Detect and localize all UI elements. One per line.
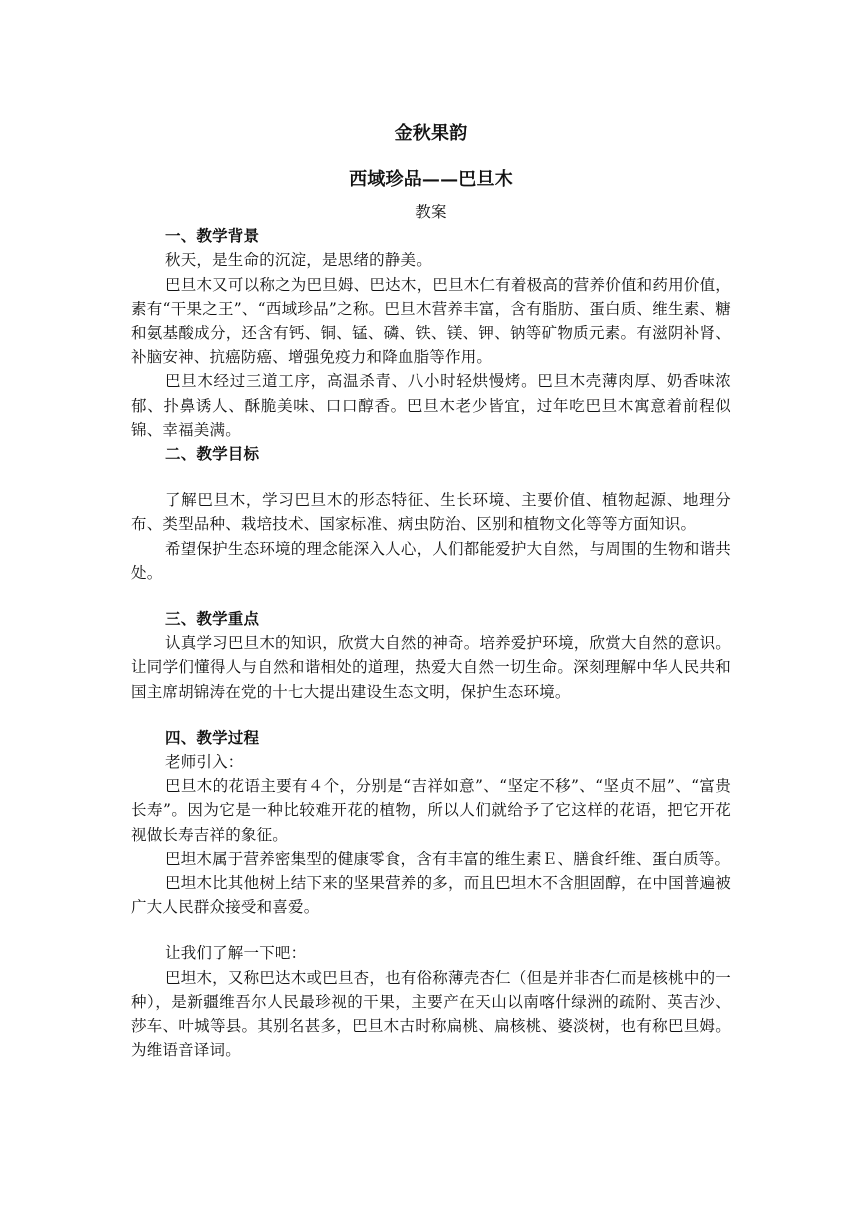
section-heading-goals: 二、教学目标 — [165, 444, 260, 464]
paragraph: 巴旦木经过三道工序，高温杀青、八小时轻烘慢烤。巴旦木壳薄肉厚、奶香味浓郁、扑鼻诱人、酥脆美味、口口醇香。巴旦木老少皆宜，过年吃巴旦木寓意着前程似锦、幸福美满。 — [131, 372, 731, 439]
document-body — [131, 108, 731, 1063]
paragraph: 老师引入： — [165, 753, 244, 772]
paragraph: 巴旦木的花语主要有４个，分别是“吉祥如意”、“坚定不移”、“坚贞不屈”、“富贵长寿”。因为它是一种比较难开花的植物，所以人们就给予了它这样的花语，把它开花视做长寿吉祥的象征。 — [131, 777, 731, 844]
blank-line — [131, 466, 731, 488]
paragraph: 希望保护生态环境的理念能深入人心，人们都能爱护大自然，与周围的生物和谐共处。 — [131, 539, 731, 582]
blank-line — [131, 919, 731, 941]
blank-line — [131, 704, 731, 726]
section-heading-background: 一、教学背景 — [165, 226, 260, 246]
paragraph: 让我们了解一下吧： — [165, 944, 307, 963]
paragraph: 巴坦木，又称巴达木或巴旦杏，也有俗称薄壳杏仁（但是并非杏仁而是核桃中的一种），是新疆维吾尔人民最珍视的干果，主要产在天山以南喀什绿洲的疏附、英吉沙、莎车、叶城等县。其别名甚多，巴旦木古时称扁桃、扁核桃、婆淡树，也有称巴旦姆。为维语音译词。 — [131, 968, 731, 1060]
section-heading-focus: 三、教学重点 — [165, 609, 260, 629]
paragraph: 巴坦木比其他树上结下来的坚果营养的多，而且巴坦木不含胆固醇，在中国普遍被广大人民群众接受和喜爱。 — [131, 874, 731, 917]
paragraph: 认真学习巴旦木的知识，欣赏大自然的神奇。培养爱护环境，欣赏大自然的意识。让同学们懂得人与自然和谐相处的道理，热爱大自然一切生命。深刻理解中华人民共和国主席胡锦涛在党的十七大提出建设生态文明，保护生态环境。 — [131, 634, 731, 701]
document-title: 金秋果韵 — [394, 123, 468, 144]
document-type-label: 教案 — [415, 203, 447, 221]
paragraph: 巴旦木又可以称之为巴旦姆、巴达木，巴旦木仁有着极高的营养价值和药用价值，素有“干果之王”、“西域珍品”之称。巴旦木营养丰富，含有脂肪、蛋白质、维生素、糖和氨基酸成分，还含有钙、铜、锰、磷、铁、镁、钾、钠等矿物质元素。有滋阴补肾、补脑安神、抗癌防癌、增强免疫力和降血脂等作用。 — [131, 275, 731, 367]
blank-line — [131, 585, 731, 607]
document-subtitle: 西域珍品——巴旦木 — [349, 169, 513, 190]
paragraph: 秋天，是生命的沉淀，是思绪的静美。 — [165, 251, 432, 270]
paragraph: 巴坦木属于营养密集型的健康零食，含有丰富的维生素Ｅ、膳食纤维、蛋白质等。 — [165, 849, 731, 868]
paragraph: 了解巴旦木，学习巴旦木的形态特征、生长环境、主要价值、植物起源、地理分布、类型品种、栽培技术、国家标准、病虫防治、区别和植物文化等等方面知识。 — [131, 491, 731, 534]
section-heading-process: 四、教学过程 — [165, 727, 260, 747]
